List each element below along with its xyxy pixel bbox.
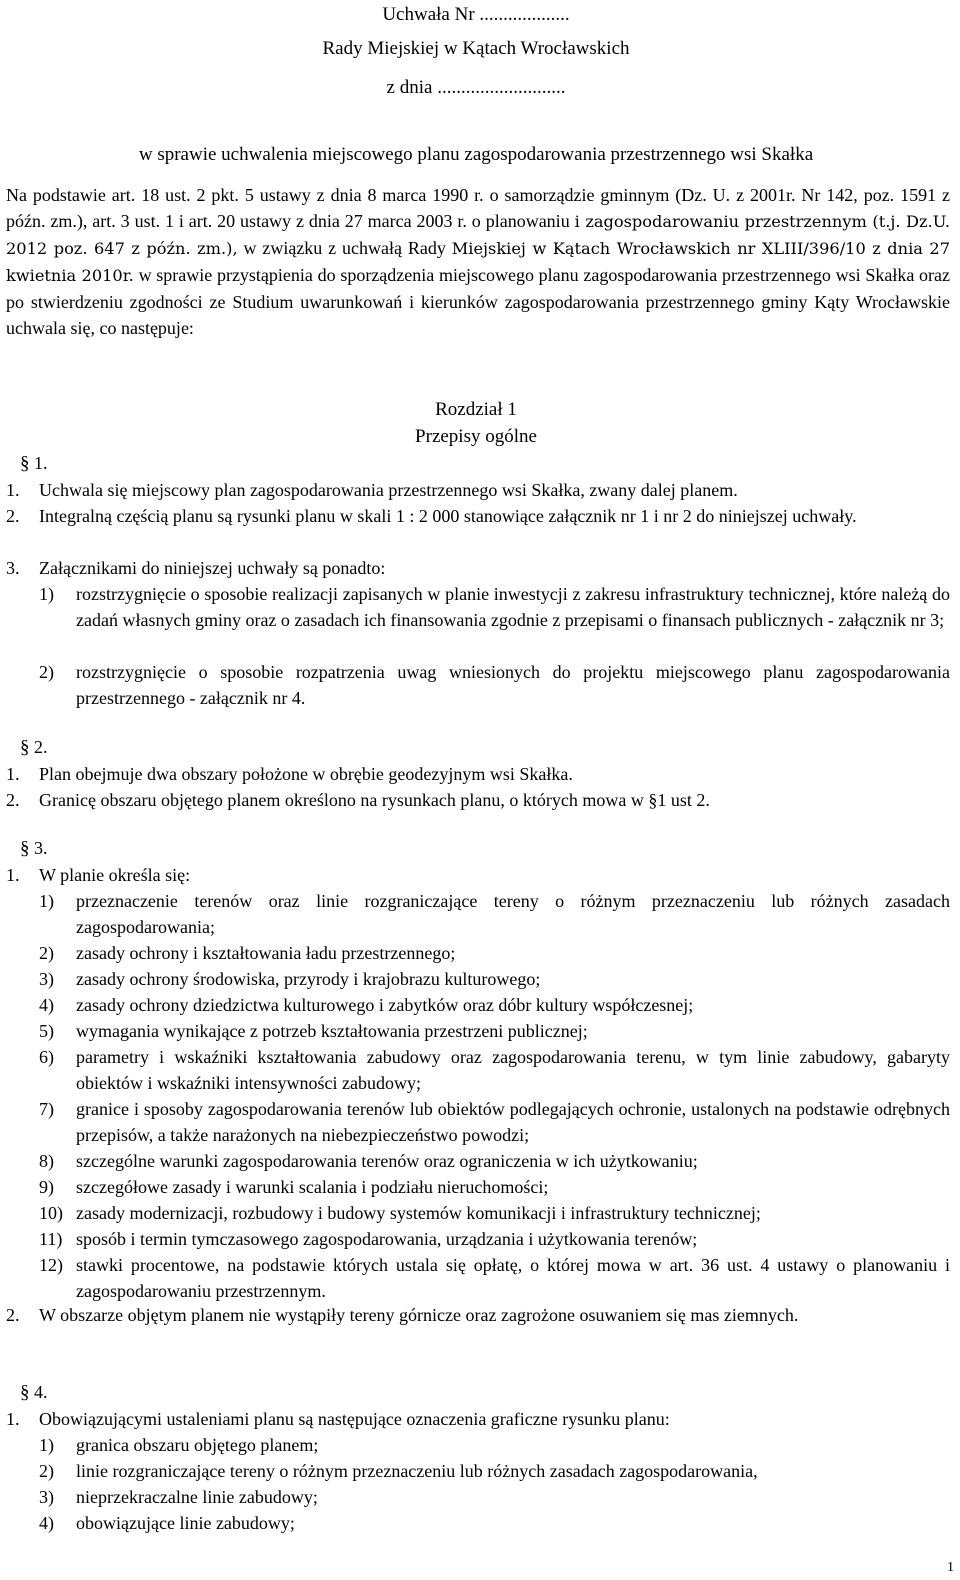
section-3-sub-10: 10) zasady modernizacji, rozbudowy i budowy systemów komunikacji i infrastruktury technicznej;	[39, 1203, 761, 1223]
preamble	[6, 182, 950, 341]
section-symbol: §	[20, 737, 30, 758]
resolution-subject: w sprawie uchwalenia miejscowego planu zagospodarowania przestrzennego wsi Skałka	[138, 144, 814, 165]
section-symbol: §	[20, 453, 30, 474]
section-3-sub-6: 6) parametry i wskaźniki kształtowania zabudowy oraz zagospodarowania terenu, w tym linie zabudowy, gabaryty obiektów i wskaźniki intensywności zabudowy;	[39, 1047, 950, 1093]
section-3-sub-11: 11) sposób i termin tymczasowego zagospodarowania, urządzania i użytkowania terenów;	[39, 1229, 698, 1249]
section-number: 2.	[34, 737, 48, 757]
section-1-item-1: 1. Uchwala się miejscowy plan zagospodarowania przestrzennego wsi Skałka, zwany dalej planem.	[6, 480, 738, 500]
section-number: 1.	[34, 453, 48, 473]
section-3-sub-1: 1) przeznaczenie terenów oraz linie rozgraniczające tereny o różnym przeznaczeniu lub różnych zasadach zagospodarowania;	[39, 891, 950, 937]
section-symbol: §	[20, 838, 30, 859]
resolution-title: Uchwała Nr ...................	[382, 4, 570, 25]
section-2-item-1: 1. Plan obejmuje dwa obszary położone w obrębie geodezyjnym wsi Skałka.	[6, 764, 573, 784]
council-name: Rady Miejskiej w Kątach Wrocławskich	[322, 38, 630, 59]
section-2-item-2: 2. Granicę obszaru objętego planem określono na rysunkach planu, o których mowa w §1 ust 2.	[6, 790, 710, 810]
preamble-part-2: i zagospodarowaniu przestrzennym (t.j. Dz.U. 2012 poz. 647 z późn. zm.),	[6, 212, 951, 258]
section-3-sub-4: 4) zasady ochrony dziedzictwa kulturowego i zabytków oraz dóbr kultury współczesnej;	[39, 995, 694, 1015]
chapter-title: Rozdział 1	[435, 399, 517, 420]
section-3-item-2: 2. W obszarze objętym planem nie wystąpiły tereny górnicze oraz zagrożone osuwaniem się mas ziemnych.	[6, 1305, 799, 1325]
section-1-item-2: 2. Integralną częścią planu są rysunki planu w skali 1 : 2 000 stanowiące załącznik nr 1 i nr 2 do niniejszej uchwały.	[6, 506, 857, 526]
section-1-item-3-sub-1: 1) rozstrzygnięcie o sposobie realizacji zapisanych w planie inwestycji z zakresu infrastruktury technicznej, które należą do zadań własnych gminy oraz o zasadach ich finansowania zgodnie z przepisami o finansach publicznych - załącznik nr 3;	[39, 584, 950, 630]
section-1-item-3-sub-2: 2) rozstrzygnięcie o sposobie rozpatrzenia uwag wniesionych do projektu miejscowego planu zagospodarowania przestrzennego - załącznik nr 4.	[39, 662, 950, 708]
section-4-sub-2: 2) linie rozgraniczające tereny o różnym przeznaczeniu lub różnych zasadach zagospodarowania,	[39, 1461, 758, 1481]
section-4-heading	[20, 1380, 48, 1405]
page-number: 1	[947, 1560, 954, 1575]
section-3-sub-5: 5) wymagania wynikające z potrzeb kształtowania przestrzeni publicznej;	[39, 1021, 588, 1041]
resolution-date: z dnia ...........................	[386, 77, 566, 98]
section-3-sub-8: 8) szczególne warunki zagospodarowania terenów oraz ograniczenia w ich użytkowaniu;	[39, 1151, 698, 1171]
section-number: 3.	[34, 838, 48, 858]
section-3-sub-9: 9) szczegółowe zasady i warunki scalania i podziału nieruchomości;	[39, 1177, 549, 1197]
chapter-subtitle: Przepisy ogólne	[415, 426, 537, 447]
section-4-item-1: 1. Obowiązującymi ustaleniami planu są następujące oznaczenia graficzne rysunku planu:	[6, 1409, 670, 1429]
section-3-sub-3: 3) zasady ochrony środowiska, przyrody i krajobrazu kulturowego;	[39, 969, 541, 989]
section-number: 4.	[34, 1382, 48, 1402]
section-4-sub-3: 3) nieprzekraczalne linie zabudowy;	[39, 1487, 318, 1507]
section-3-item-1: 1. W planie określa się:	[6, 865, 191, 885]
section-4-sub-4: 4) obowiązujące linie zabudowy;	[39, 1513, 295, 1533]
section-4-sub-1: 1) granica obszaru objętego planem;	[39, 1435, 319, 1455]
section-symbol: §	[20, 1382, 30, 1403]
section-3-sub-2: 2) zasady ochrony i kształtowania ładu przestrzennego;	[39, 943, 456, 963]
section-3-sub-12: 12) stawki procentowe, na podstawie których ustala się opłatę, o której mowa w art. 36 ust. 4 ustawy o planowaniu i zagospodarowaniu przestrzennym.	[39, 1255, 950, 1301]
section-2-heading	[20, 735, 48, 760]
preamble-part-5: w sprawie przystąpienia do sporządzenia miejscowego planu zagospodarowania przestrzennego wsi Skałka oraz po stwierdzeniu zgodności ze Studium uwarunkowań i kierunków zagospodarowania przestrzennego gminy Kąty Wrocławskie uchwala się, co następuje:	[6, 265, 951, 338]
preamble-part-3: w związku z uchwałą Rady	[243, 238, 446, 258]
section-3-sub-7: 7) granice i sposoby zagospodarowania terenów lub obiektów podlegających ochronie, ustalonych na podstawie odrębnych przepisów, a także narażonych na niebezpieczeństwo powodzi;	[39, 1099, 950, 1145]
preamble-part-4: Miejskiej w Kątach Wrocławskich nr XLIII/396/10 z dnia 27 kwietnia 2010r.	[6, 239, 950, 285]
section-1-item-3: 3. Załącznikami do niniejszej uchwały są ponadto:	[6, 558, 386, 578]
preamble-part-1: Na podstawie art. 18 ust. 2 pkt. 5 ustawy z dnia 8 marca 1990 r. o samorządzie gminnym (Dz. U. z 2001r. Nr 142, poz. 1591 z późn. zm.), art. 3 ust. 1 i art. 20 ustawy z dnia 27 marca 2003 r. o planowaniu	[6, 185, 950, 231]
section-3-heading	[20, 836, 48, 861]
section-1-heading	[20, 451, 48, 476]
